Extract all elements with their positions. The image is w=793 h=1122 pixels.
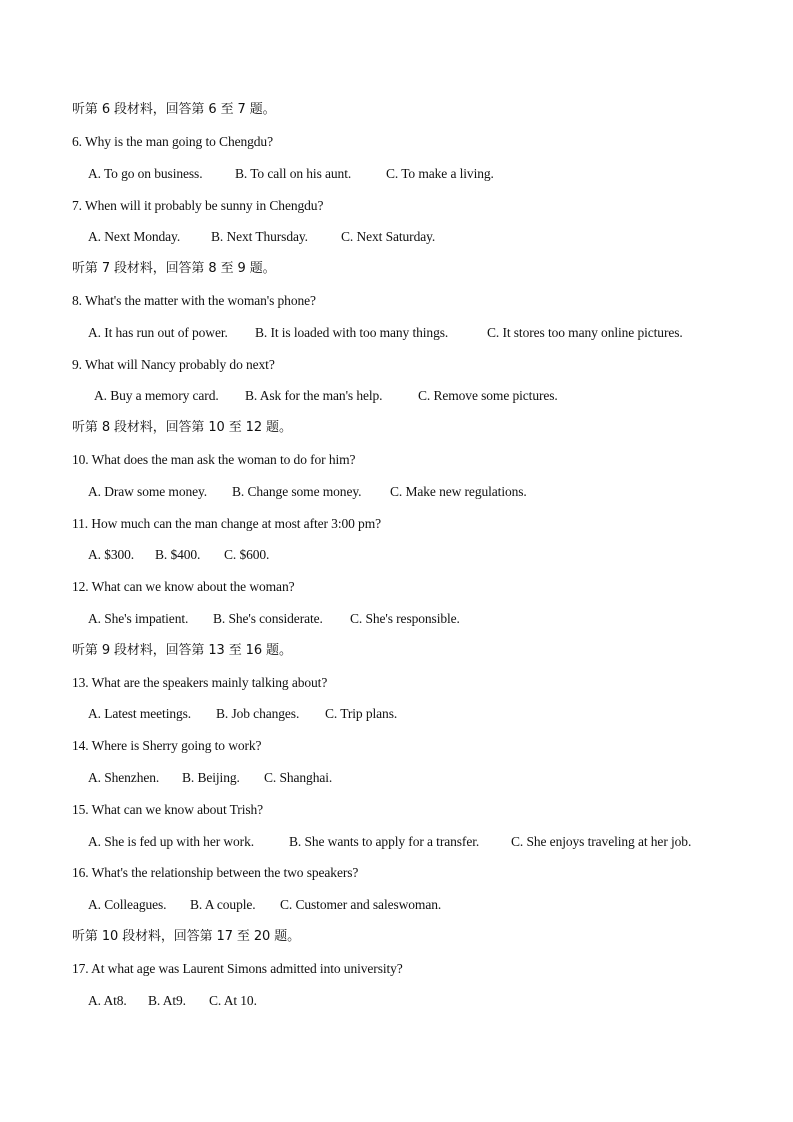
question-options bbox=[88, 833, 691, 851]
option-a: A. She is fed up with her work. bbox=[88, 834, 254, 849]
option-b: B. She wants to apply for a transfer. bbox=[289, 834, 480, 849]
question-options bbox=[88, 483, 527, 501]
question-options bbox=[88, 896, 441, 914]
option-a: A. Shenzhen. bbox=[88, 770, 160, 785]
option-b: B. Next Thursday. bbox=[211, 229, 308, 244]
option-c: C. Customer and saleswoman. bbox=[280, 897, 442, 912]
option-a: A. Buy a memory card. bbox=[94, 388, 219, 403]
option-b: B. To call on his aunt. bbox=[235, 166, 352, 181]
question-options bbox=[88, 992, 257, 1010]
question-stem: 15. What can we know about Trish? bbox=[72, 802, 264, 817]
option-c: C. Next Saturday. bbox=[341, 229, 436, 244]
option-a: A. To go on business. bbox=[88, 166, 203, 181]
option-b: B. She's considerate. bbox=[213, 611, 323, 626]
option-a: A. Colleagues. bbox=[88, 897, 167, 912]
question-stem: 10. What does the man ask the woman to do for him? bbox=[72, 452, 356, 467]
option-a: A. It has run out of power. bbox=[88, 325, 228, 340]
option-a: A. Next Monday. bbox=[88, 229, 181, 244]
question-stem: 14. Where is Sherry going to work? bbox=[72, 738, 262, 753]
option-b: B. At9. bbox=[148, 993, 186, 1008]
question-options bbox=[88, 228, 435, 246]
option-b: B. Job changes. bbox=[216, 706, 300, 721]
question-stem: 9. What will Nancy probably do next? bbox=[72, 357, 275, 372]
option-b: B. Change some money. bbox=[232, 484, 362, 499]
question-stem: 17. At what age was Laurent Simons admitted into university? bbox=[72, 961, 403, 976]
option-c: C. Trip plans. bbox=[325, 706, 398, 721]
question-options bbox=[88, 546, 269, 564]
option-b: B. Ask for the man's help. bbox=[245, 388, 383, 403]
option-a: A. At8. bbox=[88, 993, 127, 1008]
option-b: B. A couple. bbox=[190, 897, 256, 912]
option-a: A. She's impatient. bbox=[88, 611, 189, 626]
option-b: B. Beijing. bbox=[182, 770, 240, 785]
option-c: C. She's responsible. bbox=[350, 611, 460, 626]
question-stem: 6. Why is the man going to Chengdu? bbox=[72, 134, 273, 149]
question-stem: 11. How much can the man change at most after 3:00 pm? bbox=[72, 516, 382, 531]
option-a: A. $300. bbox=[88, 547, 135, 562]
option-c: C. It stores too many online pictures. bbox=[487, 325, 683, 340]
section-heading: 听第 7 段材料，回答第 8 至 9 题。 bbox=[72, 261, 276, 276]
question-stem: 8. What's the matter with the woman's phone? bbox=[72, 293, 316, 308]
option-c: C. Shanghai. bbox=[264, 770, 333, 785]
question-options bbox=[88, 769, 332, 787]
question-stem: 12. What can we know about the woman? bbox=[72, 579, 295, 594]
section-heading: 听第 8 段材料，回答第 10 至 12 题。 bbox=[72, 420, 292, 435]
option-c: C. Make new regulations. bbox=[390, 484, 527, 499]
option-b: B. It is loaded with too many things. bbox=[255, 325, 449, 340]
option-a: A. Latest meetings. bbox=[88, 706, 192, 721]
option-c: C. Remove some pictures. bbox=[418, 388, 558, 403]
question-options bbox=[88, 705, 397, 723]
option-c: C. At 10. bbox=[209, 993, 257, 1008]
question-stem: 13. What are the speakers mainly talking about? bbox=[72, 675, 328, 690]
option-c: C. She enjoys traveling at her job. bbox=[511, 834, 692, 849]
option-b: B. $400. bbox=[155, 547, 201, 562]
question-options bbox=[88, 324, 683, 342]
section-heading: 听第 10 段材料，回答第 17 至 20 题。 bbox=[72, 929, 301, 944]
question-stem: 7. When will it probably be sunny in Chengdu? bbox=[72, 198, 324, 213]
section-heading: 听第 9 段材料，回答第 13 至 16 题。 bbox=[72, 643, 292, 658]
option-a: A. Draw some money. bbox=[88, 484, 208, 499]
option-c: C. To make a living. bbox=[386, 166, 494, 181]
question-options bbox=[94, 387, 558, 405]
question-options bbox=[88, 165, 494, 183]
option-c: C. $600. bbox=[224, 547, 270, 562]
section-heading: 听第 6 段材料，回答第 6 至 7 题。 bbox=[72, 102, 276, 117]
question-stem: 16. What's the relationship between the two speakers? bbox=[72, 865, 359, 880]
question-options bbox=[88, 610, 460, 628]
